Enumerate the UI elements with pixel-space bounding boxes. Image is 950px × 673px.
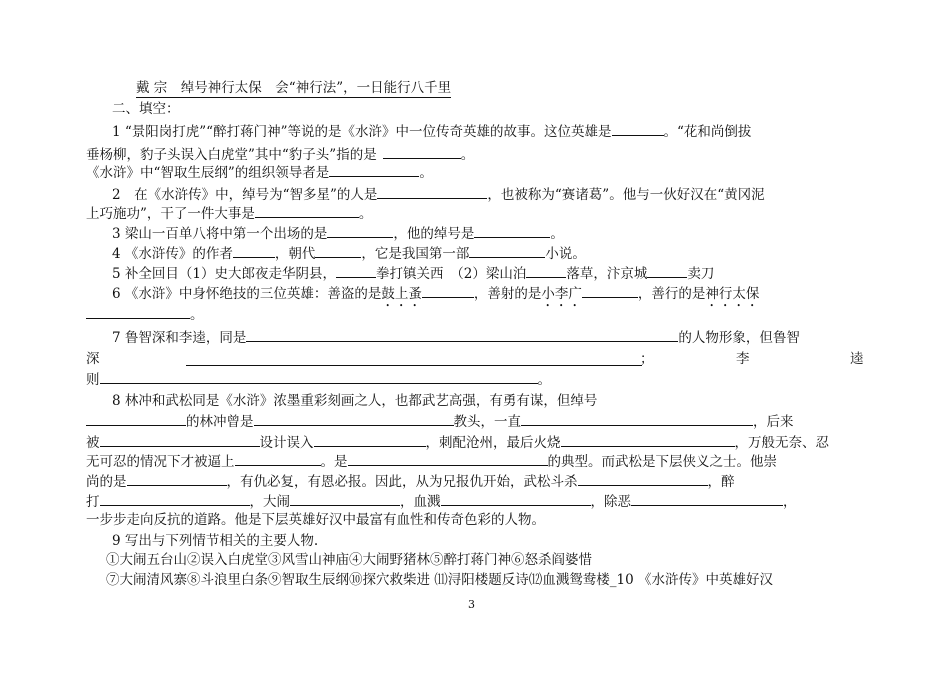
- question-1-line-2: 垂杨柳，豹子头误入白虎堂”其中“豹子头”指的是 。: [86, 147, 475, 163]
- header-line: 戴 宗 绰号神行太保 会“神行法”，一日能行八千里: [136, 80, 452, 96]
- blank[interactable]: [474, 224, 550, 238]
- question-4: 4 《水浒传》的作者 ，朝代 ，它是我国第一部 小说。: [112, 246, 586, 262]
- blank[interactable]: [235, 452, 321, 466]
- blank[interactable]: [186, 352, 642, 366]
- blank[interactable]: [100, 433, 260, 447]
- blank[interactable]: [631, 492, 783, 506]
- blank[interactable]: [526, 264, 566, 278]
- question-5: 5 补全回目（1）史大郎夜走华阴县， 拳打镇关西 （2）梁山泊 落草，汴京城 卖刀: [112, 266, 715, 282]
- blank[interactable]: [100, 492, 250, 506]
- blank[interactable]: [612, 122, 664, 136]
- nickname-gushangzao: 鼓上蚤: [381, 286, 422, 302]
- question-2-line-2: 上巧施功”，干了一件大事是 。: [86, 206, 373, 222]
- blank[interactable]: [86, 412, 186, 426]
- blank[interactable]: [254, 412, 454, 426]
- question-8-line-4: 无可忍的情况下才被逼上 。是 的典型。而武松是下层侠义之士。他崇: [86, 454, 777, 470]
- nickname-xiaoliguang: 小李广: [541, 286, 582, 302]
- question-6-line-2: 。: [86, 305, 204, 324]
- question-1-line-1: 1 “景阳岗打虎”“醉打蒋门神”等说的是《水浒》中一位传奇英雄的故事。这位英雄是 。“花和尚倒拔: [112, 124, 752, 140]
- blank[interactable]: [647, 264, 687, 278]
- page-number: 3: [468, 598, 475, 611]
- blank[interactable]: [127, 472, 227, 486]
- question-8-line-7: 一步步走向反抗的道路。他是下层英雄好汉中最富有血性和传奇色彩的人物。: [86, 512, 545, 528]
- blank[interactable]: [578, 472, 708, 486]
- blank[interactable]: [246, 328, 678, 342]
- blank[interactable]: [314, 433, 426, 447]
- nickname-shenxingtaibao: 神行太保: [705, 286, 760, 302]
- question-9-row-2: ⑦大闹清风寨⑧斗浪里白条⑨智取生辰纲⑩探穴救柴进 ⑾浔阳楼题反诗⑿血溅鸳鸯楼_10 《水浒传》中英雄好汉: [106, 572, 774, 588]
- question-2-line-1: 2 在《水浒传》中，绰号为“智多星”的人是 ，也被称为“赛诸葛”。他与一伙好汉在“黄冈泥: [112, 187, 765, 203]
- blank[interactable]: [233, 244, 275, 258]
- blank[interactable]: [86, 305, 190, 319]
- question-8-line-1: 8 林冲和武松同是《水浒》浓墨重彩刻画之人，也都武艺高强，有勇有谋，但绰号: [112, 393, 598, 409]
- question-7-line-2: 深 ； 李 逵: [86, 351, 864, 367]
- blank[interactable]: [255, 204, 359, 218]
- question-9-row-1: ①大闹五台山②误入白虎堂③风雪山神庙④大闹野猪林⑤醉打蒋门神⑥怒杀阎婆惜: [106, 552, 592, 568]
- section-title: 二、填空：: [112, 101, 180, 117]
- blank[interactable]: [383, 145, 461, 159]
- question-8-line-2: 的林冲曾是 教头，一直 ，后来: [86, 412, 794, 431]
- blank[interactable]: [290, 492, 400, 506]
- blank[interactable]: [377, 185, 487, 199]
- blank[interactable]: [441, 492, 591, 506]
- question-8-line-3: 被 设计误入 ，刺配沧州，最后火烧 ，万般无奈、忍: [86, 435, 829, 451]
- question-8-line-6: 打 ，大闹 ，血溅 ，除恶 ，: [86, 494, 797, 510]
- blank[interactable]: [582, 284, 638, 298]
- blank[interactable]: [561, 433, 735, 447]
- blank[interactable]: [521, 412, 753, 426]
- question-7-line-3: 则 。: [86, 372, 551, 388]
- question-1-line-3: 《水浒》中“智取生辰纲”的组织领导者是 。: [86, 165, 433, 181]
- blank[interactable]: [336, 264, 376, 278]
- question-8-line-5: 尚的是 ，有仇必复，有恩必报。因此，从为兄报仇开始，武松斗杀 ，醉: [86, 474, 735, 490]
- blank[interactable]: [315, 244, 361, 258]
- blank[interactable]: [469, 244, 545, 258]
- blank[interactable]: [329, 163, 419, 177]
- blank[interactable]: [100, 370, 538, 384]
- question-6-line-1: 6 《水浒》中身怀绝技的三位英雄：善盗的是鼓上蚤 ，善射的是小李广 ，善行的是神行太保: [112, 286, 760, 302]
- question-7-line-1: 7 鲁智深和李逵，同是 的人物形象，但鲁智: [112, 330, 800, 346]
- question-9-title: 9 写出与下列情节相关的主要人物.: [112, 533, 319, 549]
- question-3: 3 梁山一百单八将中第一个出场的是 ，他的绰号是 。: [112, 226, 564, 242]
- blank[interactable]: [422, 284, 474, 298]
- blank[interactable]: [348, 452, 548, 466]
- blank[interactable]: [327, 224, 393, 238]
